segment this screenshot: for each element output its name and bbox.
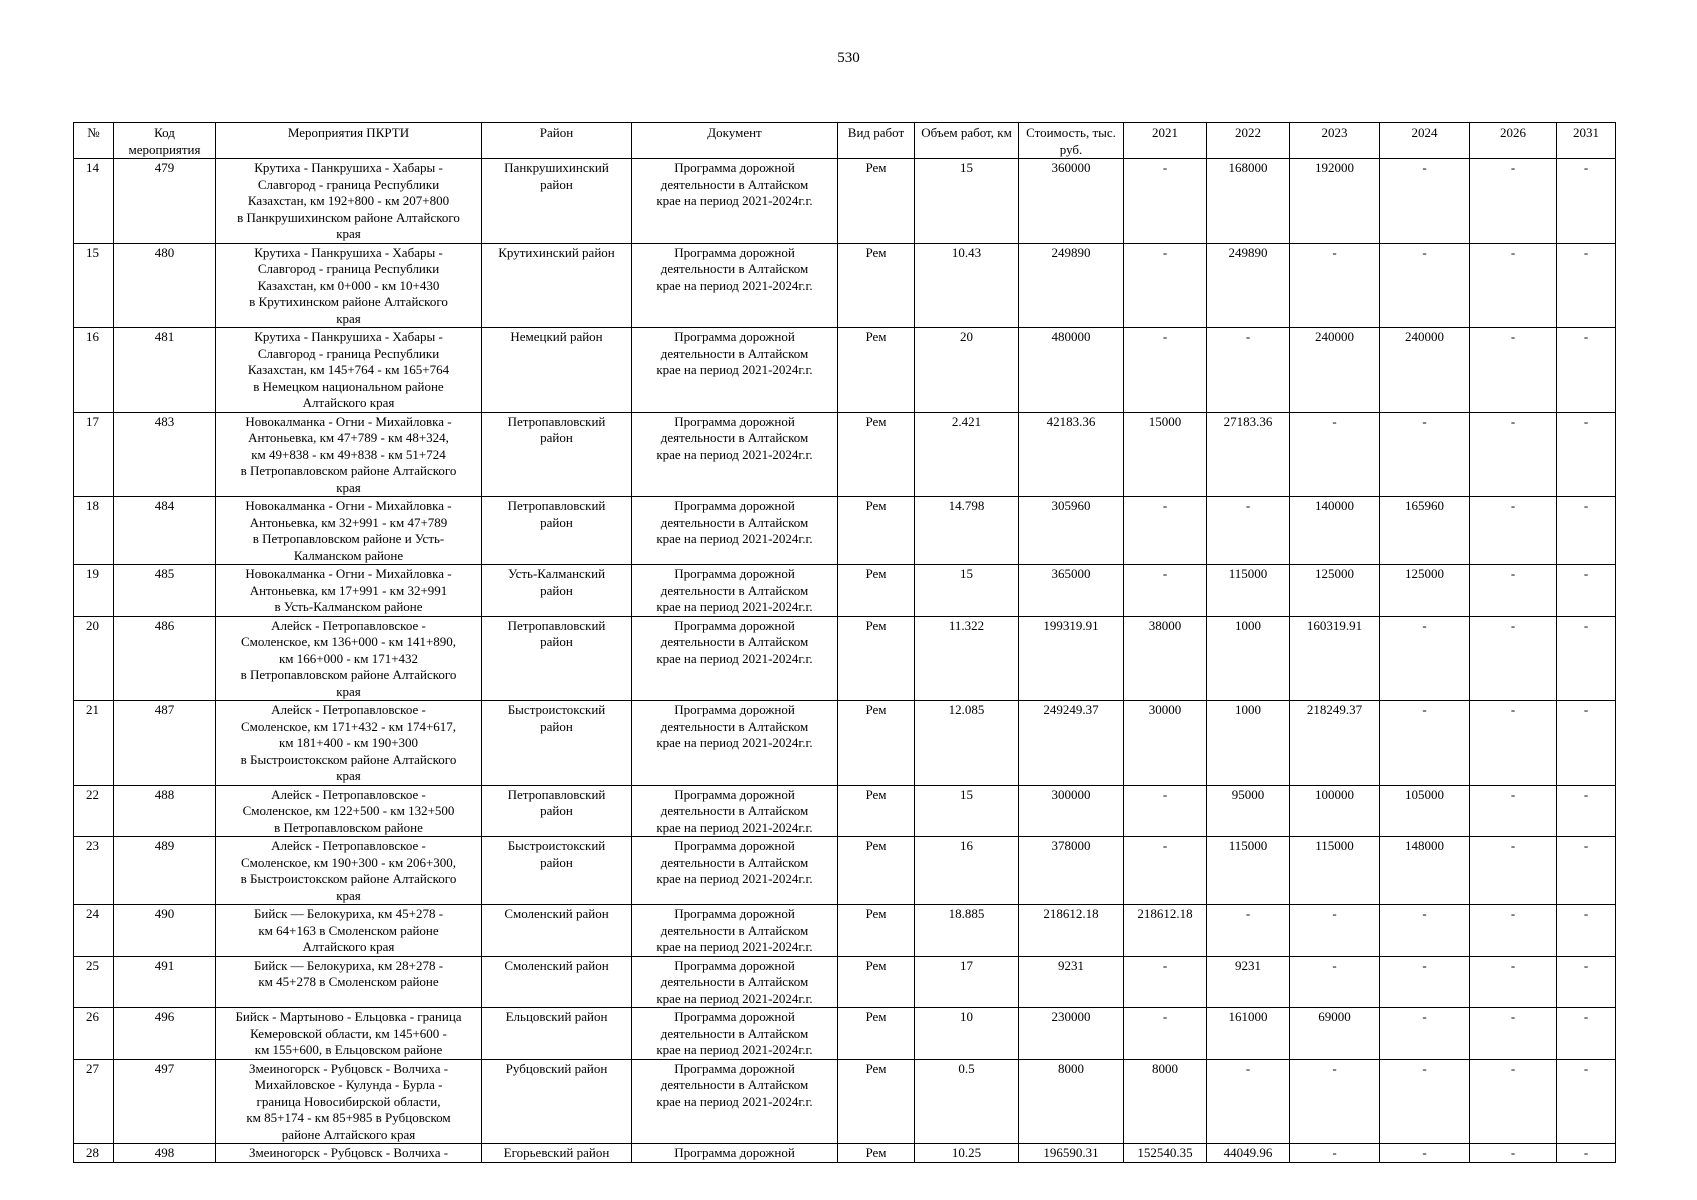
- measure-name-cell: Бийск — Белокуриха, км 28+278 - км 45+278 в Смоленском районе: [216, 956, 482, 1008]
- measure-code-cell: 490: [114, 905, 216, 957]
- amount-2031-cell: -: [1557, 905, 1616, 957]
- amount-2021-cell: -: [1124, 1008, 1207, 1060]
- amount-2022-cell: 249890: [1207, 243, 1290, 328]
- measure-code-cell: 489: [114, 837, 216, 905]
- measure-name-cell: Новокалманка - Огни - Михайловка - Антоньевка, км 47+789 - км 48+324, км 49+838 - км 49+838 - км 51+724 в Петропавловском районе Алтайского края: [216, 412, 482, 497]
- amount-2031-cell: -: [1557, 565, 1616, 617]
- measure-code-cell: 491: [114, 956, 216, 1008]
- amount-2026-cell: -: [1470, 785, 1557, 837]
- table-row: [74, 497, 1616, 565]
- amount-2024-cell: -: [1380, 616, 1470, 701]
- amount-2021-cell: -: [1124, 497, 1207, 565]
- row-number-cell: 21: [74, 701, 114, 786]
- amount-2022-cell: -: [1207, 905, 1290, 957]
- work-type-cell: Рем: [838, 328, 915, 413]
- district-cell: Смоленский район: [482, 956, 632, 1008]
- amount-2031-cell: -: [1557, 837, 1616, 905]
- work-volume-cell: 2.421: [915, 412, 1019, 497]
- header-cell-volume: Объем работ, км: [915, 123, 1019, 159]
- amount-2026-cell: -: [1470, 837, 1557, 905]
- cost-cell: 305960: [1019, 497, 1124, 565]
- work-type-cell: Рем: [838, 497, 915, 565]
- cost-cell: 199319.91: [1019, 616, 1124, 701]
- amount-2021-cell: 15000: [1124, 412, 1207, 497]
- measure-name-cell: Крутиха - Панкрушиха - Хабары - Славгород - граница Республики Казахстан, км 192+800 - км 207+800 в Панкрушихинском районе Алтайского края: [216, 159, 482, 244]
- amount-2021-cell: -: [1124, 565, 1207, 617]
- amount-2022-cell: 27183.36: [1207, 412, 1290, 497]
- cost-cell: 249249.37: [1019, 701, 1124, 786]
- row-number-cell: 23: [74, 837, 114, 905]
- amount-2031-cell: -: [1557, 1008, 1616, 1060]
- amount-2026-cell: -: [1470, 412, 1557, 497]
- cost-cell: 218612.18: [1019, 905, 1124, 957]
- header-cell-2024: 2024: [1380, 123, 1470, 159]
- cost-cell: 365000: [1019, 565, 1124, 617]
- work-type-cell: Рем: [838, 785, 915, 837]
- measure-code-cell: 498: [114, 1144, 216, 1163]
- row-number-cell: 14: [74, 159, 114, 244]
- district-cell: Быстроистокский район: [482, 701, 632, 786]
- amount-2022-cell: -: [1207, 1059, 1290, 1144]
- amount-2022-cell: 44049.96: [1207, 1144, 1290, 1163]
- work-volume-cell: 17: [915, 956, 1019, 1008]
- amount-2026-cell: -: [1470, 956, 1557, 1008]
- header-cell-work-type: Вид работ: [838, 123, 915, 159]
- header-cell-2031: 2031: [1557, 123, 1616, 159]
- amount-2023-cell: 125000: [1290, 565, 1380, 617]
- amount-2023-cell: -: [1290, 412, 1380, 497]
- amount-2022-cell: 115000: [1207, 837, 1290, 905]
- cost-cell: 9231: [1019, 956, 1124, 1008]
- measure-name-cell: Крутиха - Панкрушиха - Хабары - Славгород - граница Республики Казахстан, км 0+000 - км 10+430 в Крутихинском районе Алтайского края: [216, 243, 482, 328]
- measure-code-cell: 497: [114, 1059, 216, 1144]
- table-row: [74, 701, 1616, 786]
- header-cell-document: Документ: [632, 123, 838, 159]
- amount-2022-cell: 1000: [1207, 616, 1290, 701]
- amount-2023-cell: -: [1290, 243, 1380, 328]
- amount-2024-cell: 105000: [1380, 785, 1470, 837]
- header-cell-2022: 2022: [1207, 123, 1290, 159]
- measure-code-cell: 480: [114, 243, 216, 328]
- row-number-cell: 17: [74, 412, 114, 497]
- amount-2021-cell: -: [1124, 159, 1207, 244]
- district-cell: Петропавловский район: [482, 497, 632, 565]
- amount-2031-cell: -: [1557, 497, 1616, 565]
- amount-2022-cell: 168000: [1207, 159, 1290, 244]
- amount-2022-cell: 1000: [1207, 701, 1290, 786]
- amount-2022-cell: -: [1207, 328, 1290, 413]
- row-number-cell: 16: [74, 328, 114, 413]
- amount-2022-cell: -: [1207, 497, 1290, 565]
- work-volume-cell: 20: [915, 328, 1019, 413]
- measure-code-cell: 486: [114, 616, 216, 701]
- amount-2021-cell: 152540.35: [1124, 1144, 1207, 1163]
- district-cell: Усть-Калманский район: [482, 565, 632, 617]
- amount-2024-cell: -: [1380, 412, 1470, 497]
- row-number-cell: 24: [74, 905, 114, 957]
- amount-2026-cell: -: [1470, 1059, 1557, 1144]
- measure-name-cell: Змеиногорск - Рубцовск - Волчиха - Михайловское - Кулунда - Бурла - граница Новосибирской области, км 85+174 - км 85+985 в Рубцовском районе Алтайского края: [216, 1059, 482, 1144]
- amount-2023-cell: 192000: [1290, 159, 1380, 244]
- amount-2021-cell: -: [1124, 785, 1207, 837]
- amount-2023-cell: 140000: [1290, 497, 1380, 565]
- document-cell: Программа дорожной деятельности в Алтайском крае на период 2021-2024г.г.: [632, 1059, 838, 1144]
- amount-2024-cell: -: [1380, 905, 1470, 957]
- work-type-cell: Рем: [838, 837, 915, 905]
- work-volume-cell: 11.322: [915, 616, 1019, 701]
- amount-2026-cell: -: [1470, 565, 1557, 617]
- amount-2023-cell: 69000: [1290, 1008, 1380, 1060]
- work-type-cell: Рем: [838, 1059, 915, 1144]
- header-cell-2021: 2021: [1124, 123, 1207, 159]
- document-cell: Программа дорожной деятельности в Алтайском крае на период 2021-2024г.г.: [632, 328, 838, 413]
- district-cell: Панкрушихинский район: [482, 159, 632, 244]
- measure-code-cell: 484: [114, 497, 216, 565]
- amount-2024-cell: -: [1380, 701, 1470, 786]
- header-cell-number: №: [74, 123, 114, 159]
- document-cell: Программа дорожной деятельности в Алтайском крае на период 2021-2024г.г.: [632, 616, 838, 701]
- amount-2026-cell: -: [1470, 328, 1557, 413]
- measure-code-cell: 483: [114, 412, 216, 497]
- measure-name-cell: Новокалманка - Огни - Михайловка - Антоньевка, км 17+991 - км 32+991 в Усть-Калманском районе: [216, 565, 482, 617]
- road-works-table: [73, 122, 1616, 1163]
- amount-2021-cell: 8000: [1124, 1059, 1207, 1144]
- district-cell: Крутихинский район: [482, 243, 632, 328]
- amount-2023-cell: -: [1290, 905, 1380, 957]
- amount-2024-cell: -: [1380, 1059, 1470, 1144]
- work-volume-cell: 12.085: [915, 701, 1019, 786]
- amount-2023-cell: 240000: [1290, 328, 1380, 413]
- amount-2026-cell: -: [1470, 1008, 1557, 1060]
- table-row: [74, 159, 1616, 244]
- amount-2024-cell: -: [1380, 1144, 1470, 1163]
- row-number-cell: 27: [74, 1059, 114, 1144]
- amount-2031-cell: -: [1557, 616, 1616, 701]
- district-cell: Петропавловский район: [482, 616, 632, 701]
- measure-name-cell: Алейск - Петропавловское - Смоленское, км 171+432 - км 174+617, км 181+400 - км 190+300 в Быстроистокском районе Алтайского края: [216, 701, 482, 786]
- row-number-cell: 19: [74, 565, 114, 617]
- row-number-cell: 15: [74, 243, 114, 328]
- work-volume-cell: 10.43: [915, 243, 1019, 328]
- measure-name-cell: Бийск — Белокуриха, км 45+278 - км 64+163 в Смоленском районе Алтайского края: [216, 905, 482, 957]
- cost-cell: 42183.36: [1019, 412, 1124, 497]
- amount-2021-cell: -: [1124, 956, 1207, 1008]
- document-cell: Программа дорожной деятельности в Алтайском крае на период 2021-2024г.г.: [632, 159, 838, 244]
- amount-2026-cell: -: [1470, 701, 1557, 786]
- document-cell: Программа дорожной деятельности в Алтайском крае на период 2021-2024г.г.: [632, 565, 838, 617]
- measure-code-cell: 496: [114, 1008, 216, 1060]
- work-volume-cell: 10: [915, 1008, 1019, 1060]
- amount-2026-cell: -: [1470, 243, 1557, 328]
- cost-cell: 300000: [1019, 785, 1124, 837]
- measure-code-cell: 485: [114, 565, 216, 617]
- table-row: [74, 1144, 1616, 1163]
- measure-name-cell: Крутиха - Панкрушиха - Хабары - Славгород - граница Республики Казахстан, км 145+764 - км 165+764 в Немецком национальном районе Алтайского края: [216, 328, 482, 413]
- amount-2024-cell: 165960: [1380, 497, 1470, 565]
- work-type-cell: Рем: [838, 565, 915, 617]
- work-volume-cell: 14.798: [915, 497, 1019, 565]
- table-row: [74, 1008, 1616, 1060]
- measure-name-cell: Алейск - Петропавловское - Смоленское, км 190+300 - км 206+300, в Быстроистокском районе Алтайского края: [216, 837, 482, 905]
- amount-2026-cell: -: [1470, 159, 1557, 244]
- work-volume-cell: 15: [915, 565, 1019, 617]
- document-cell: Программа дорожной деятельности в Алтайском крае на период 2021-2024г.г.: [632, 956, 838, 1008]
- table-row: [74, 1059, 1616, 1144]
- work-volume-cell: 0.5: [915, 1059, 1019, 1144]
- amount-2024-cell: -: [1380, 159, 1470, 244]
- work-type-cell: Рем: [838, 701, 915, 786]
- table-row: [74, 837, 1616, 905]
- document-cell: Программа дорожной деятельности в Алтайском крае на период 2021-2024г.г.: [632, 497, 838, 565]
- row-number-cell: 26: [74, 1008, 114, 1060]
- amount-2021-cell: 38000: [1124, 616, 1207, 701]
- document-cell: Программа дорожной деятельности в Алтайском крае на период 2021-2024г.г.: [632, 905, 838, 957]
- cost-cell: 196590.31: [1019, 1144, 1124, 1163]
- district-cell: Смоленский район: [482, 905, 632, 957]
- amount-2024-cell: 148000: [1380, 837, 1470, 905]
- amount-2031-cell: -: [1557, 243, 1616, 328]
- work-type-cell: Рем: [838, 616, 915, 701]
- amount-2031-cell: -: [1557, 328, 1616, 413]
- district-cell: Егорьевский район: [482, 1144, 632, 1163]
- table-row: [74, 565, 1616, 617]
- work-volume-cell: 16: [915, 837, 1019, 905]
- table-row: [74, 412, 1616, 497]
- work-volume-cell: 18.885: [915, 905, 1019, 957]
- district-cell: Быстроистокский район: [482, 837, 632, 905]
- measure-name-cell: Алейск - Петропавловское - Смоленское, км 122+500 - км 132+500 в Петропавловском районе: [216, 785, 482, 837]
- amount-2021-cell: -: [1124, 837, 1207, 905]
- work-type-cell: Рем: [838, 905, 915, 957]
- document-cell: Программа дорожной деятельности в Алтайском крае на период 2021-2024г.г.: [632, 1008, 838, 1060]
- header-cell-2023: 2023: [1290, 123, 1380, 159]
- amount-2022-cell: 161000: [1207, 1008, 1290, 1060]
- district-cell: Петропавловский район: [482, 412, 632, 497]
- table-header-row: [74, 123, 1616, 159]
- amount-2021-cell: 30000: [1124, 701, 1207, 786]
- district-cell: Рубцовский район: [482, 1059, 632, 1144]
- work-type-cell: Рем: [838, 243, 915, 328]
- district-cell: Петропавловский район: [482, 785, 632, 837]
- amount-2024-cell: -: [1380, 243, 1470, 328]
- document-cell: Программа дорожной деятельности в Алтайском крае на период 2021-2024г.г.: [632, 785, 838, 837]
- district-cell: Ельцовский район: [482, 1008, 632, 1060]
- amount-2026-cell: -: [1470, 905, 1557, 957]
- amount-2031-cell: -: [1557, 701, 1616, 786]
- measure-code-cell: 488: [114, 785, 216, 837]
- amount-2031-cell: -: [1557, 412, 1616, 497]
- measure-code-cell: 481: [114, 328, 216, 413]
- amount-2021-cell: -: [1124, 243, 1207, 328]
- table-row: [74, 956, 1616, 1008]
- amount-2031-cell: -: [1557, 1059, 1616, 1144]
- amount-2023-cell: -: [1290, 956, 1380, 1008]
- row-number-cell: 20: [74, 616, 114, 701]
- amount-2024-cell: -: [1380, 1008, 1470, 1060]
- amount-2022-cell: 9231: [1207, 956, 1290, 1008]
- amount-2031-cell: -: [1557, 159, 1616, 244]
- amount-2024-cell: -: [1380, 956, 1470, 1008]
- header-cell-measure: Мероприятия ПКРТИ: [216, 123, 482, 159]
- amount-2022-cell: 115000: [1207, 565, 1290, 617]
- header-cell-code: Код мероприятия: [114, 123, 216, 159]
- work-type-cell: Рем: [838, 1144, 915, 1163]
- document-cell: Программа дорожной деятельности в Алтайском крае на период 2021-2024г.г.: [632, 837, 838, 905]
- document-cell: Программа дорожной деятельности в Алтайском крае на период 2021-2024г.г.: [632, 701, 838, 786]
- header-cell-cost: Стоимость, тыс. руб.: [1019, 123, 1124, 159]
- amount-2023-cell: 100000: [1290, 785, 1380, 837]
- measure-code-cell: 487: [114, 701, 216, 786]
- district-cell: Немецкий район: [482, 328, 632, 413]
- amount-2021-cell: -: [1124, 328, 1207, 413]
- document-cell: Программа дорожной деятельности в Алтайском крае на период 2021-2024г.г.: [632, 412, 838, 497]
- table-row: [74, 616, 1616, 701]
- cost-cell: 378000: [1019, 837, 1124, 905]
- cost-cell: 249890: [1019, 243, 1124, 328]
- amount-2023-cell: 218249.37: [1290, 701, 1380, 786]
- measure-code-cell: 479: [114, 159, 216, 244]
- work-type-cell: Рем: [838, 1008, 915, 1060]
- header-cell-district: Район: [482, 123, 632, 159]
- table-row: [74, 905, 1616, 957]
- table-row: [74, 243, 1616, 328]
- page-number: 530: [837, 50, 860, 66]
- amount-2024-cell: 240000: [1380, 328, 1470, 413]
- work-type-cell: Рем: [838, 159, 915, 244]
- table-row: [74, 328, 1616, 413]
- measure-name-cell: Змеиногорск - Рубцовск - Волчиха -: [216, 1144, 482, 1163]
- amount-2026-cell: -: [1470, 616, 1557, 701]
- amount-2023-cell: -: [1290, 1144, 1380, 1163]
- amount-2023-cell: -: [1290, 1059, 1380, 1144]
- work-type-cell: Рем: [838, 956, 915, 1008]
- cost-cell: 360000: [1019, 159, 1124, 244]
- measure-name-cell: Новокалманка - Огни - Михайловка - Антоньевка, км 32+991 - км 47+789 в Петропавловском районе и Усть- Калманском районе: [216, 497, 482, 565]
- row-number-cell: 28: [74, 1144, 114, 1163]
- header-cell-2026: 2026: [1470, 123, 1557, 159]
- amount-2026-cell: -: [1470, 1144, 1557, 1163]
- document-cell: Программа дорожной деятельности в Алтайском крае на период 2021-2024г.г.: [632, 243, 838, 328]
- amount-2023-cell: 115000: [1290, 837, 1380, 905]
- cost-cell: 230000: [1019, 1008, 1124, 1060]
- work-type-cell: Рем: [838, 412, 915, 497]
- table-row: [74, 785, 1616, 837]
- row-number-cell: 18: [74, 497, 114, 565]
- amount-2024-cell: 125000: [1380, 565, 1470, 617]
- cost-cell: 480000: [1019, 328, 1124, 413]
- amount-2031-cell: -: [1557, 1144, 1616, 1163]
- amount-2026-cell: -: [1470, 497, 1557, 565]
- work-volume-cell: 15: [915, 159, 1019, 244]
- amount-2031-cell: -: [1557, 956, 1616, 1008]
- work-volume-cell: 15: [915, 785, 1019, 837]
- amount-2021-cell: 218612.18: [1124, 905, 1207, 957]
- row-number-cell: 25: [74, 956, 114, 1008]
- work-volume-cell: 10.25: [915, 1144, 1019, 1163]
- row-number-cell: 22: [74, 785, 114, 837]
- document-cell: Программа дорожной: [632, 1144, 838, 1163]
- amount-2022-cell: 95000: [1207, 785, 1290, 837]
- amount-2023-cell: 160319.91: [1290, 616, 1380, 701]
- cost-cell: 8000: [1019, 1059, 1124, 1144]
- measure-name-cell: Бийск - Мартыново - Ельцовка - граница Кемеровской области, км 145+600 - км 155+600, в Ельцовском районе: [216, 1008, 482, 1060]
- amount-2031-cell: -: [1557, 785, 1616, 837]
- measure-name-cell: Алейск - Петропавловское - Смоленское, км 136+000 - км 141+890, км 166+000 - км 171+432 в Петропавловском районе Алтайского края: [216, 616, 482, 701]
